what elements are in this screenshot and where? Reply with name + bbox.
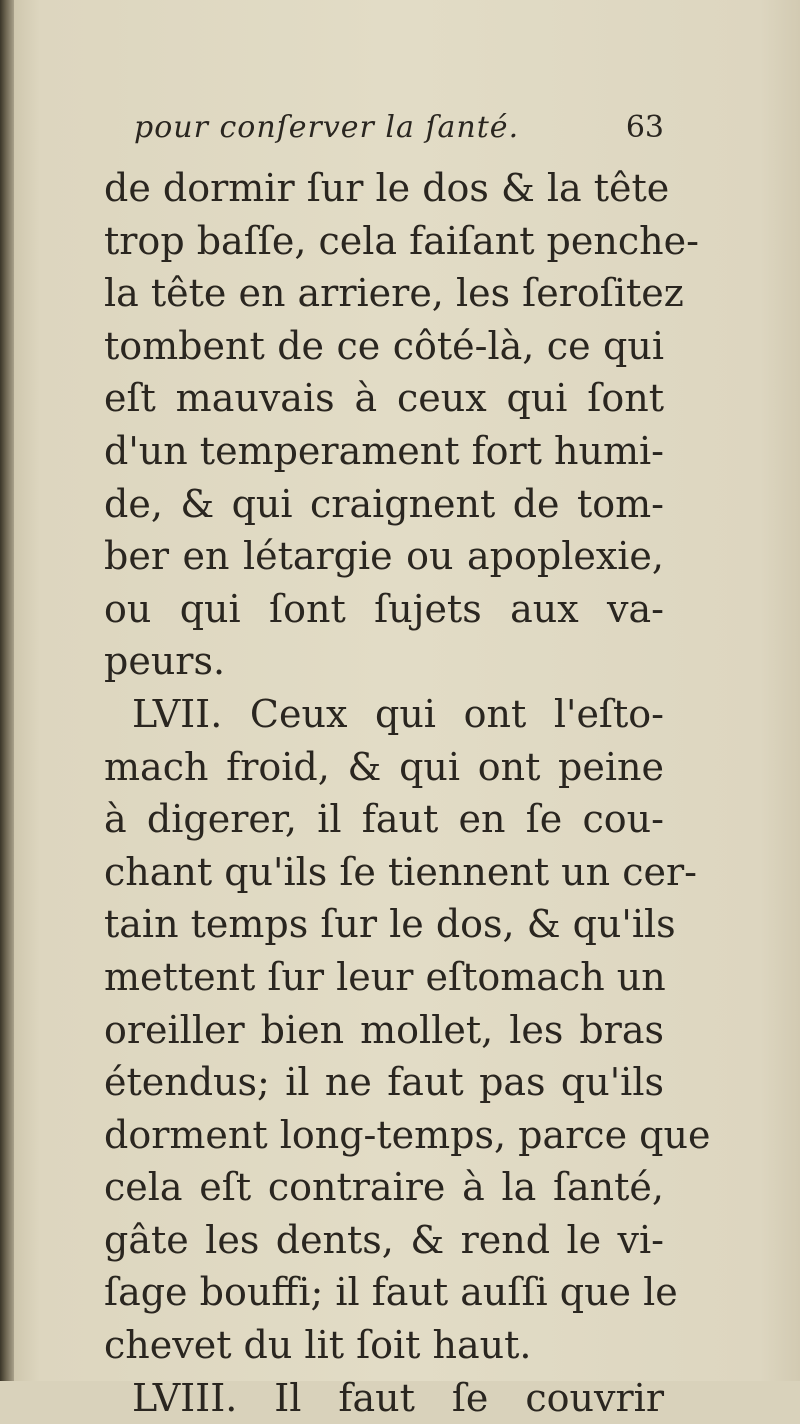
text-line: de dormir ſur le dos & la tête	[104, 166, 670, 210]
text-line: à digerer, il faut en ſe cou-	[104, 797, 664, 842]
text-line: gâte les dents, & rend le vi-	[104, 1217, 664, 1262]
running-title: pour conſerver la ſanté.	[134, 110, 520, 145]
text-line: étendus; il ne faut pas qu'ils	[104, 1060, 664, 1105]
text-line: trop baſſe, cela faiſant penche-	[104, 218, 699, 263]
text-line: chevet du lit ſoit haut.	[104, 1323, 532, 1368]
text-line: eſt mauvais à ceux qui ſont	[104, 376, 664, 421]
page-header	[104, 110, 664, 160]
text-line: tombent de ce côté-là, ce qui	[104, 323, 664, 368]
text-line: de, & qui craignent de tom-	[104, 481, 664, 526]
text-line: la tête en arriere, les ſeroſitez	[104, 271, 684, 316]
text-line: oreiller bien mollet, les bras	[104, 1007, 664, 1052]
text-line: peurs.	[104, 639, 226, 684]
text-line: chant qu'ils ſe tiennent un cer-	[104, 849, 697, 894]
text-line: cela eſt contraire à la ſanté,	[104, 1165, 664, 1210]
text-line: dorment long-temps, parce que	[104, 1112, 711, 1157]
text-block	[104, 110, 711, 1424]
book-binding-edge	[0, 0, 14, 1381]
text-line: ber en létargie ou apoplexie,	[104, 534, 664, 579]
section-heading-line: LVIII. Il faut ſe couvrir	[132, 1375, 664, 1420]
text-line: mettent ſur leur eſtomach un	[104, 954, 666, 999]
page-number: 63	[625, 110, 664, 145]
text-line: ou qui ſont ſujets aux va-	[104, 586, 664, 631]
body-text	[104, 162, 711, 1424]
section-heading-line: LVII. Ceux qui ont l'eſto-	[132, 691, 664, 736]
text-line: mach froid, & qui ont peine	[104, 744, 664, 789]
text-line: ſage bouffi; il faut auſſi que le	[104, 1270, 678, 1315]
text-line: d'un temperament fort humi-	[104, 428, 664, 473]
text-line: tain temps ſur le dos, & qu'ils	[104, 902, 676, 947]
